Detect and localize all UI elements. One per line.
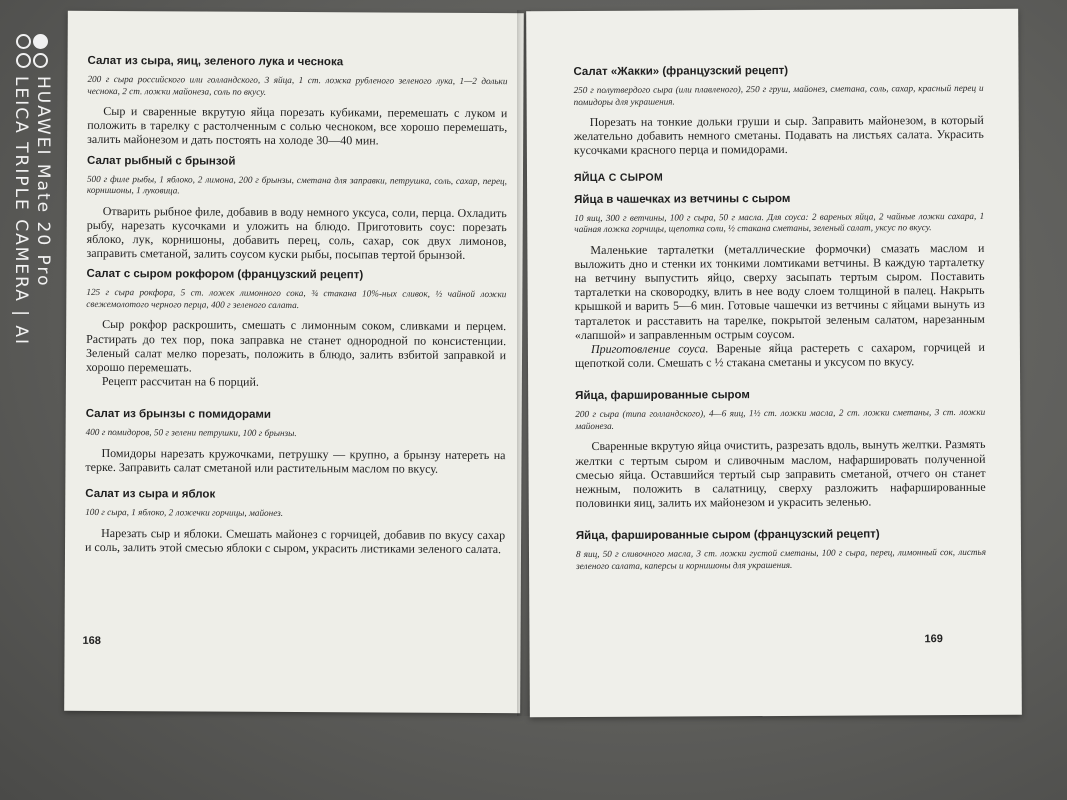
page-number: 169 <box>924 633 943 646</box>
recipe-title: Яйца, фаршированные сыром <box>575 389 750 403</box>
recipe-title: Салат из брынзы с помидорами <box>85 408 272 422</box>
recipe-ingredients: 400 г помидоров, 50 г зелени петрушки, 100 г брынзы. <box>85 427 297 439</box>
watermark-line-2: LEICA TRIPLE CAMERA | AI <box>11 76 31 347</box>
recipe-ingredients: 100 г сыра, 1 яблоко, 2 ложечки горчицы, майонез. <box>85 507 284 519</box>
recipe-title: Яйца, фаршированные сыром (французский рецепт) <box>575 528 880 543</box>
recipe-title: Салат «Жакки» (французский рецепт) <box>573 64 789 79</box>
camera-watermark <box>8 34 68 464</box>
recipe-body: Сваренные вкрутую яйца очистить, разрезать вдоль, вынуть желтки. Размять желтки с тертым сыром и сливочным маслом, нафаршировать полученной смесью яйца. Оставшийся тертый сыр заправить сметаной, отчего он станет нежным, положить в салатницу, сверху разложить нафаршированные половинки яиц, залить их майонезом и украсить зеленью. <box>575 437 986 511</box>
recipe-title: Салат из сыра и яблок <box>85 488 216 501</box>
recipe-body: Нарезать сыр и яблоки. Смешать майонез с горчицей, добавив по вкусу сахар и соль, залить этой смесью яблоки с сыром, украсить листиками зеленого салата. <box>84 525 506 557</box>
sauce-label: Приготовление соуса. <box>590 341 709 356</box>
recipe-ingredients: 8 яиц, 50 г сливочного масла, 3 ст. ложки густой сметаны, 100 г сыра, перец, лимонный сок, листья зеленого салата, каперсы и корнишоны для украшения. <box>575 547 987 571</box>
recipe-body: Сыр и сваренные вкрутую яйца порезать кубиками, перемешать с луком и положить в тарелку с растолченным с солью чесноком, все хорошо перемешать, залить майонезом и дать постоять на холоде 30—40 мин. <box>87 103 508 148</box>
right-page-content <box>573 64 986 580</box>
recipe-title: Салат из сыра, яиц, зеленого лука и чеснока <box>87 54 344 69</box>
right-page <box>526 9 1022 718</box>
recipe-ingredients: 200 г сыра российского или голландского, 3 яйца, 1 ст. ложка рубленого зеленого лука, 1—2 дольки чеснока, 2 ст. ложки майонеза, соль по вкусу. <box>87 73 508 97</box>
page-number: 168 <box>82 634 101 647</box>
left-page-content <box>85 55 508 556</box>
lens-ring-icon <box>16 53 31 68</box>
recipe-title: Салат с сыром рокфором (французский рецепт) <box>86 268 364 282</box>
recipe-title: Салат рыбный с брынзой <box>87 154 236 168</box>
recipe-body: Сыр рокфор раскрошить, смешать с лимонным соком, сливками и перцем. Растирать до тех пор, пока заправка не станет однородной по консистенции. Зеленый салат мелко порезать, положить в блюдо, залить взбитой заправкой и хорошо перемешать. <box>85 317 507 375</box>
recipe-body: Помидоры нарезать кружочками, петрушку — крупно, а брынзу натереть на терке. Заправить салат сметаной или растительным маслом по вкусу. <box>85 445 506 476</box>
watermark-text <box>10 76 54 346</box>
sauce-body: Вареные яйца растереть с сахаром, горчицей и щепоткой соли. Смешать с ½ стакана сметаны и уксусом по вкусу. <box>574 339 985 371</box>
lens-ring-icon <box>33 53 48 68</box>
recipe-ingredients: 10 яиц, 300 г ветчины, 100 г сыра, 50 г масла. Для соуса: 2 вареных яйца, 2 чайные ложки сахара, 1 чайная ложка горчицы, щепотка соли, ½ стакана сметаны, зеленый салат, уксус по вкусу. <box>574 210 985 235</box>
recipe-ingredients: 200 г сыра (типа голландского), 4—6 яиц, 1½ ст. ложки масла, 2 ст. ложки сметаны, 3 ст. ложки майонеза. <box>575 407 986 431</box>
recipe-body: Маленькие тарталетки (металлические формочки) смазать маслом и выложить дно и стенки их тонкими ломтиками ветчины. В каждую тарталетку на ветчину выпустить яйцо, сверху засыпать тертым сыром. Поставить тарталетки на сковородку, влить в нее воду слоем толщиной в палец. Накрыть крышкой и варить 5—6 мин. Готовые чашечки из ветчины с яйцами вынуть из тарталеток и расставить на тарелке, покрытой зеленым салатом, нарезанным «лапшой» и заправленным острым соусом. <box>574 240 985 342</box>
lens-dot-icon <box>33 34 48 49</box>
recipe-body: Отварить рыбное филе, добавив в воду немного уксуса, соли, перца. Охладить рыбу, нарезать кусочками и уложить на блюдо. Приготовить соус: порезать яблоко, лук, корнишоны, добавить перец, соль, сахар, сок двух лимонов, заправить сметаной, залить соусом куски рыбы, посыпав тертой брынзой. <box>86 203 507 263</box>
section-title: ЯЙЦА С СЫРОМ <box>573 171 664 184</box>
left-page <box>64 11 524 713</box>
camera-lens-icons <box>16 34 50 72</box>
sauce-instructions <box>575 340 985 371</box>
recipe-body: Порезать на тонкие дольки груши и сыр. Заправить майонезом, в который желательно добавить немного сметаны. Подавать на листьях салата. Украсить кусочками красного перца и помидорами. <box>573 112 984 158</box>
recipe-note: Рецепт рассчитан на 6 порций. <box>101 374 259 390</box>
lens-ring-icon <box>16 34 31 49</box>
recipe-ingredients: 500 г филе рыбы, 1 яблоко, 2 лимона, 200 г брынзы, сметана для заправки, петрушка, соль, сахар, перец, корнишоны, 1 луковица. <box>86 173 507 196</box>
recipe-ingredients: 250 г полутвердого сыра (или плавленого), 250 г груш, майонез, сметана, соль, сахар, красный перец и помидоры для украшения. <box>573 82 984 107</box>
watermark-line-1: HUAWEI Mate 20 Pro <box>33 76 53 288</box>
recipe-ingredients: 125 г сыра рокфора, 5 ст. ложек лимонного сока, ¾ стакана 10%-ных сливок, ½ чайной ложки свежемолотого черного перца, 400 г зеленого салата. <box>86 287 507 310</box>
recipe-title: Яйца в чашечках из ветчины с сыром <box>574 192 791 206</box>
